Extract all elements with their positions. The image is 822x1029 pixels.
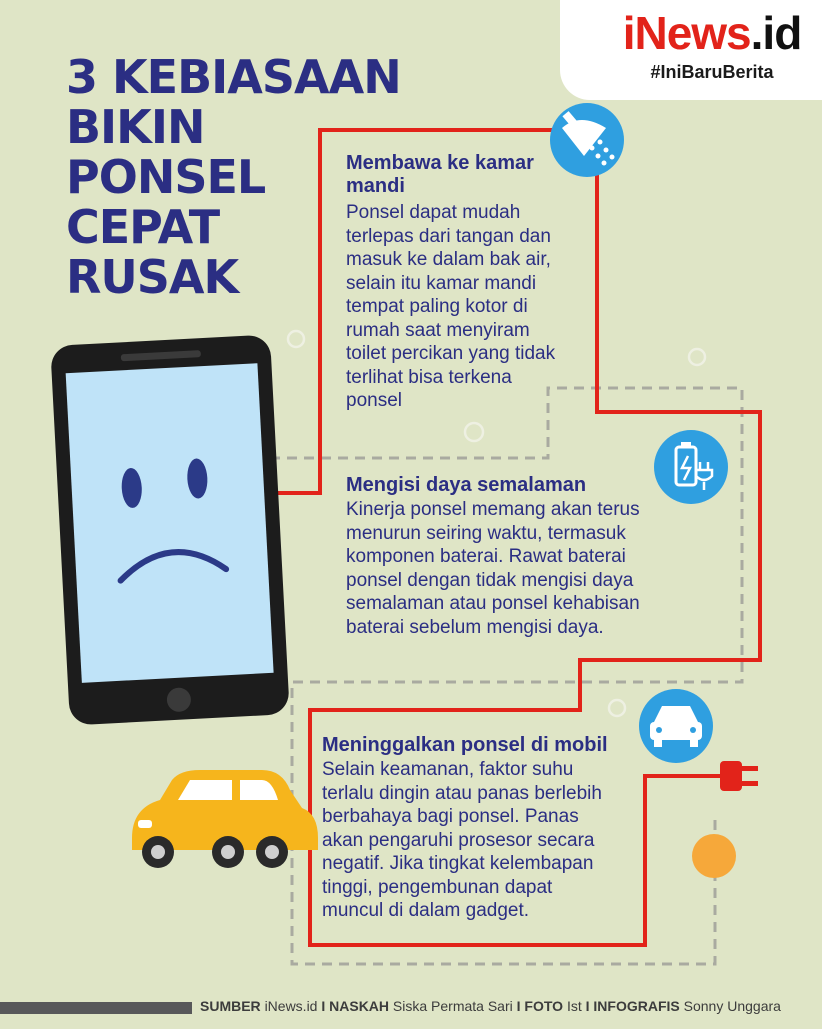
credits-footer: SUMBER iNews.id I NASKAH Siska Permata Sari I FOTO Ist I INFOGRAFIS Sonny Unggara <box>200 998 781 1014</box>
item-2-title: Mengisi daya semalaman <box>346 474 587 496</box>
item-3-body: Selain keamanan, faktor suhu terlalu dingin atau panas berlebih berbahaya bagi ponsel. Panas akan pengaruhi prosesor secara negatif. Jika tingkat kelembapan tinggi, pengembunan dapat muncul di dalam gadget. <box>322 759 602 921</box>
title-line: BIKIN <box>66 100 205 154</box>
plug-icon <box>720 761 758 791</box>
brand-logo: iNews.id <box>622 7 802 59</box>
title-line: PONSEL <box>66 150 266 204</box>
item-1-body: Ponsel dapat mudah terlepas dari tangan dan masuk ke dalam bak air, selain itu kamar mandi tempat paling kotor di rumah saat menyiram toilet percikan yang tidak terlihat bisa terkena ponsel <box>346 202 556 411</box>
shower-icon <box>550 103 624 177</box>
battery-charging-icon <box>654 430 728 504</box>
orange-dot <box>692 834 736 878</box>
title-line: 3 KEBIASAAN <box>66 50 401 104</box>
brand-tagline: #IniBaruBerita <box>650 62 774 82</box>
page-title <box>66 50 401 304</box>
item-1-title: Membawa ke kamar mandi <box>346 152 534 197</box>
footer-bar <box>0 1002 192 1014</box>
title-line: CEPAT <box>66 200 220 254</box>
item-3-title: Meninggalkan ponsel di mobil <box>322 734 608 756</box>
title-line: RUSAK <box>66 250 239 304</box>
car-icon <box>639 689 713 763</box>
yellow-car-illustration <box>132 770 318 868</box>
sad-phone-illustration <box>50 335 290 726</box>
item-2-body: Kinerja ponsel memang akan terus menurun seiring waktu, termasuk komponen baterai. Rawat baterai ponsel dengan tidak mengisi daya semalaman atau ponsel kehabisan baterai sebelum mengisi daya. <box>346 499 640 638</box>
